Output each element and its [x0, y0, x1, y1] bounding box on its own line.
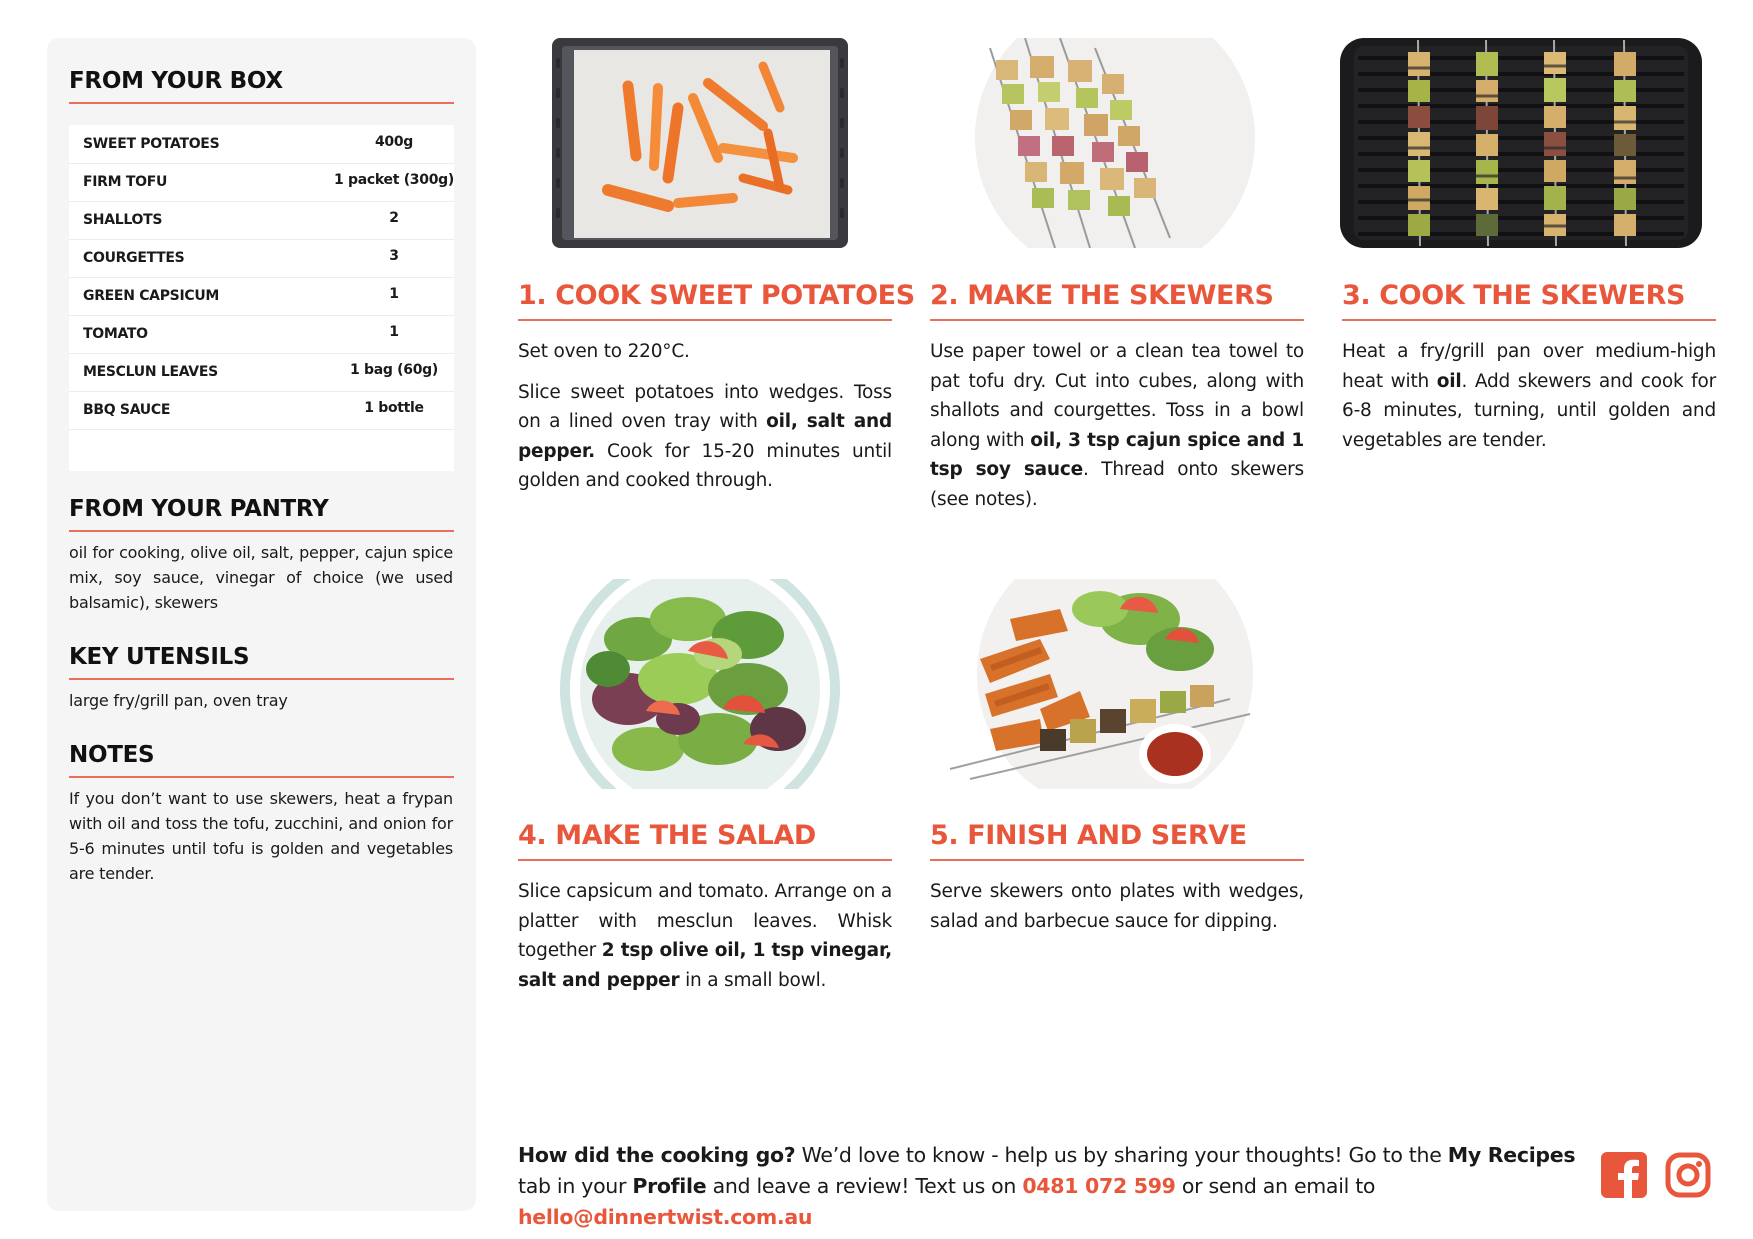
text-segment: and leave a review! Text us on: [706, 1174, 1023, 1198]
ingredient-row: [69, 163, 454, 202]
ingredient-name: COURGETTES: [83, 250, 185, 266]
ingredient-name: FIRM TOFU: [83, 174, 168, 190]
ingredient-row: [69, 353, 454, 392]
text-segment: or send an email to: [1175, 1174, 1376, 1198]
text-segment: Slice sweet potatoes into wedges. Toss on a lined oven tray with: [518, 381, 892, 432]
ingredient-emphasis: oil, 3 tsp cajun spice and 1 tsp soy sauce: [930, 429, 1304, 480]
sweet-potato-tray-photo: [518, 38, 888, 248]
ingredient-qty: 3: [389, 248, 399, 264]
text-segment: Slice capsicum and tomato. Arrange on a platter with mesclun leaves. Whisk together: [518, 881, 892, 961]
utensils-text: large fry/grill pan, oven tray: [69, 691, 288, 710]
text-segment: tab in your: [518, 1174, 633, 1198]
step-3-title: 3. COOK THE SKEWERS: [1342, 280, 1716, 321]
step-1-para-1: Set oven to 220°C.: [518, 341, 690, 362]
ingredient-emphasis: oil, salt and pepper.: [518, 411, 892, 462]
step-2-instructions: [930, 337, 1304, 525]
ingredient-row: [69, 277, 454, 316]
step-5-para-1: Serve skewers onto plates with wedges, salad and barbecue sauce for dipping.: [930, 881, 1304, 932]
step-2-para-1: [930, 337, 1304, 514]
text-segment: . Add skewers and cook for 6-8 minutes, turning, until golden and vegetables are tender.: [1342, 370, 1717, 451]
notes-heading: NOTES: [69, 742, 454, 778]
text-segment: Use paper towel or a clean tea towel to pat tofu dry. Cut into cubes, along with shallots and courgettes. Toss in a bowl along with: [930, 341, 1304, 451]
text-segment: in a small bowl.: [679, 969, 827, 991]
ingredients-table: [69, 125, 454, 471]
step-1-title: 1. COOK SWEET POTATOES: [518, 280, 892, 321]
feedback-footer: [518, 1140, 1578, 1233]
step-1-instructions: [518, 337, 892, 507]
profile-label: Profile: [632, 1174, 707, 1198]
raw-skewers-photo: [930, 38, 1300, 248]
ingredient-row: [69, 391, 454, 430]
text-segment: Cook for 15-20 minutes until golden and cooked through.: [518, 440, 892, 491]
notes-text: If you don’t want to use skewers, heat a frypan with oil and toss the tofu, zucchini, and onion for 5-6 minutes until tofu is golden and vegetables are tender.: [69, 789, 453, 883]
ingredient-row: [69, 201, 454, 240]
facebook-icon[interactable]: [1601, 1152, 1647, 1198]
step-4-instructions: [518, 877, 892, 1006]
ingredient-emphasis: 2 tsp olive oil, 1 tsp vinegar, salt and pepper: [518, 940, 892, 991]
step-4-title: 4. MAKE THE SALAD: [518, 820, 892, 861]
step-3-instructions: [1342, 337, 1716, 466]
pantry-text: oil for cooking, olive oil, salt, pepper, cajun spice mix, soy sauce, vinegar of choice (we used balsamic), skewers: [69, 543, 453, 612]
ingredient-name: GREEN CAPSICUM: [83, 288, 220, 304]
step-1-para-2: [518, 378, 892, 496]
ingredient-qty: 1: [389, 286, 399, 302]
ingredient-name: TOMATO: [83, 326, 148, 342]
ingredient-qty: 2: [389, 210, 399, 226]
text-segment: Heat a fry/grill pan over medium-high heat with: [1342, 341, 1716, 392]
grill-pan-skewers-photo: [1338, 38, 1708, 248]
ingredient-qty: 1 bottle: [364, 400, 424, 416]
from-your-box-heading: FROM YOUR BOX: [69, 68, 454, 104]
email-link[interactable]: hello@dinnertwist.com.au: [518, 1205, 813, 1229]
ingredient-qty: 1: [389, 324, 399, 340]
step-5-instructions: [930, 877, 1304, 947]
ingredient-emphasis: oil: [1436, 370, 1462, 392]
ingredient-name: BBQ SAUCE: [83, 402, 171, 418]
step-4-para-1: [518, 877, 892, 995]
ingredient-qty: 1 packet (300g): [334, 172, 454, 188]
ingredients-sidebar: [47, 38, 476, 1211]
feedback-question: How did the cooking go?: [518, 1143, 796, 1167]
ingredient-name: SHALLOTS: [83, 212, 163, 228]
step-3-para-1: [1342, 337, 1716, 455]
text-segment: We’d love to know - help us by sharing your thoughts! Go to the: [795, 1143, 1448, 1167]
ingredient-row: [69, 239, 454, 278]
key-utensils-heading: KEY UTENSILS: [69, 644, 454, 680]
my-recipes-label: My Recipes: [1447, 1143, 1576, 1167]
phone-link[interactable]: 0481 072 599: [1022, 1174, 1176, 1198]
text-segment: . Thread onto skewers (see notes).: [930, 459, 1304, 510]
ingredient-name: MESCLUN LEAVES: [83, 364, 218, 380]
ingredient-row: [69, 125, 454, 164]
ingredient-name: SWEET POTATOES: [83, 136, 220, 152]
step-5-title: 5. FINISH AND SERVE: [930, 820, 1304, 861]
step-2-title: 2. MAKE THE SKEWERS: [930, 280, 1304, 321]
from-your-pantry-heading: FROM YOUR PANTRY: [69, 496, 454, 532]
plated-dish-photo: [930, 579, 1300, 789]
ingredient-qty: 400g: [374, 134, 414, 150]
ingredient-row: [69, 315, 454, 354]
ingredient-qty: 1 bag (60g): [350, 362, 438, 378]
salad-bowl-photo: [518, 579, 888, 789]
instagram-icon[interactable]: [1665, 1152, 1711, 1198]
